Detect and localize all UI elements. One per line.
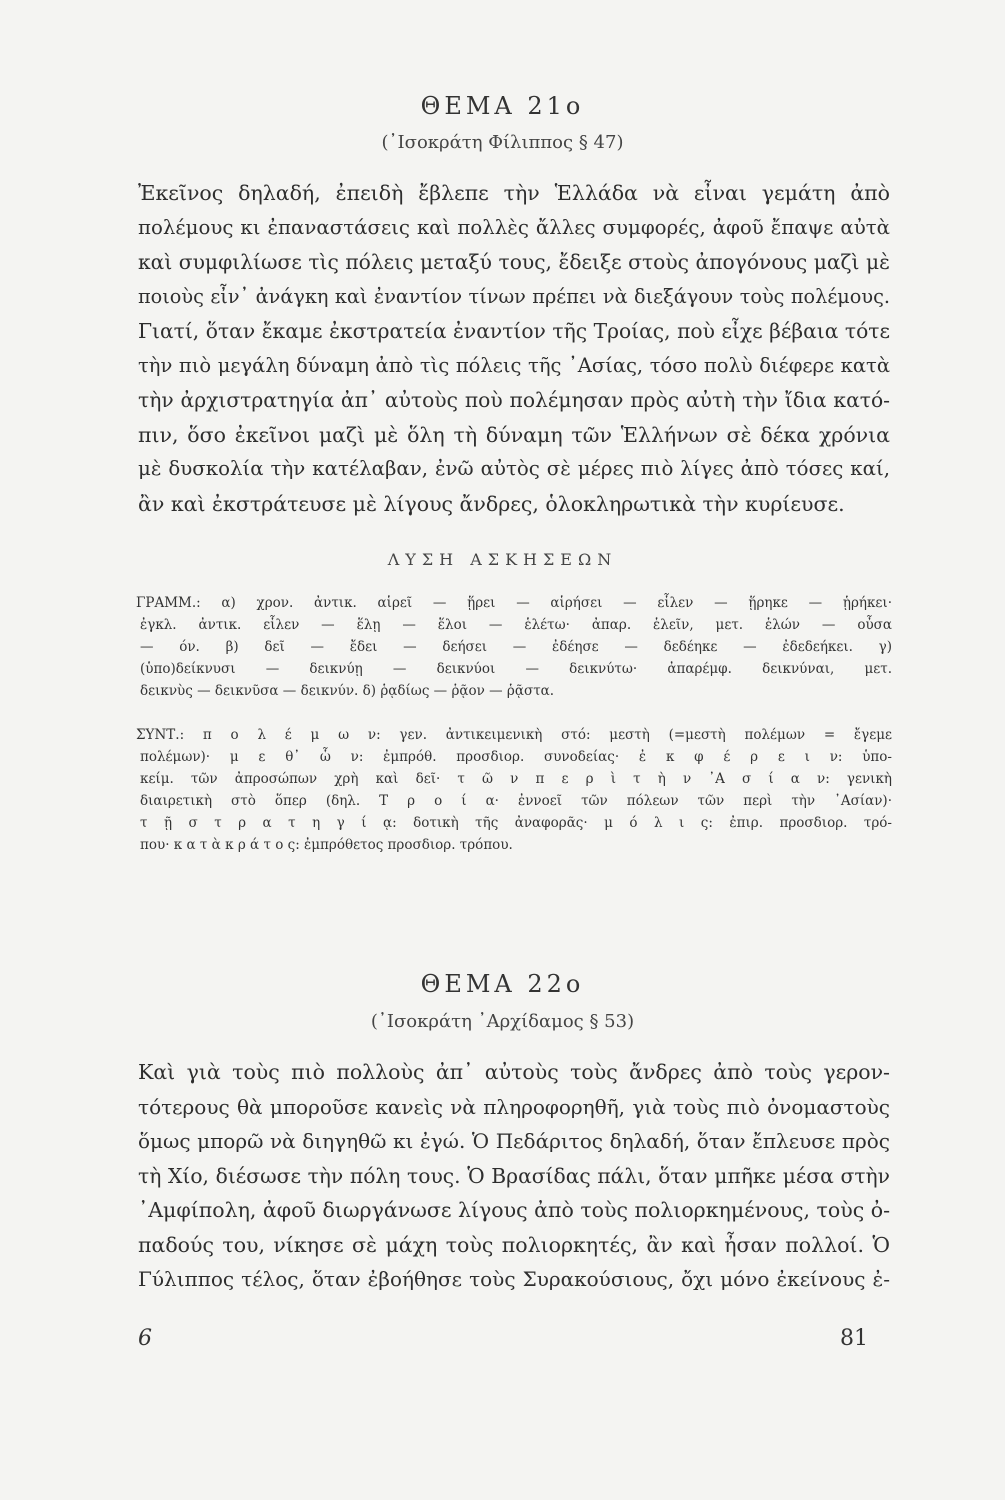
text-line: τὴ Χίο, διέσωσε τὴν πόλη τους. Ὁ Βρασίδας πάλι, ὅταν μπῆκε μέσα στὴν	[138, 1163, 890, 1188]
note-line: ΣΥΝΤ.: π ο λ έ μ ω ν: γεν. ἀντικειμενικὴ στό: μεστὴ (=μεστὴ πολέμων = ἔγεμε	[136, 727, 892, 743]
text-line: Καὶ γιὰ τοὺς πιὸ πολλοὺς ἀπ᾿ αὐτοὺς τοὺς ἄνδρες ἀπὸ τοὺς γερον-	[138, 1060, 890, 1084]
text-line: καὶ συμφιλίωσε τὶς πόλεις μεταξύ τους, ἔδειξε στοὺς ἀπογόνους μαζὶ μὲ	[138, 250, 890, 274]
note-line: δεικνὺς — δεικνῦσα — δεικνύν. δ) ῥᾳδίως — ῥᾷον — ῥᾷστα.	[140, 683, 555, 699]
note-line: — όν. β) δεῖ — ἔδει — δεήσει — ἐδέησε — δεδέηκε — ἐδεδεήκει. γ)	[140, 639, 892, 655]
text-line: πιν, ὅσο ἐκεῖνοι μαζὶ μὲ ὅλη τὴ δύναμη τῶν Ἑλλήνων σὲ δέκα χρόνια	[138, 422, 890, 447]
text-line: πολέμους κι ἐπαναστάσεις καὶ πολλὲς ἄλλες συμφορές, ἀφοῦ ἔπαψε αὐτὰ	[138, 215, 890, 239]
note-line: διαιρετικὴ στὸ ὅπερ (δηλ. Τ ρ ο ί α· ἐννοεῖ τῶν πόλεων τῶν περὶ τὴν ᾿Ασίαν)·	[140, 793, 892, 809]
note-line: τ ῇ σ τ ρ α τ η γ ί ᾳ: δοτικὴ τῆς ἀναφορᾶς· μ ό λ ι ς: ἐπιρ. προσδιορ. τρό-	[140, 815, 892, 831]
note-line: ΓΡΑΜΜ.: α) χρον. ἀντικ. αἱρεῖ — ᾕρει — αἱρήσει — εἷλεν — ᾕρηκε — ᾑρήκει·	[136, 595, 892, 611]
note-line: που· κ α τ ὰ κ ρ ά τ ο ς: ἐμπρόθετος προσδιορ. τρόπου.	[140, 837, 513, 853]
topic-21-title: ΘΕΜΑ 21ο	[420, 92, 585, 120]
text-line: ὅμως μπορῶ νὰ διηγηθῶ κι ἐγώ. Ὁ Πεδάριτος δηλαδή, ὅταν ἔπλευσε πρὸς	[138, 1129, 890, 1153]
note-line: πολέμων)· μ ε θ᾿ ὧ ν: ἐμπρόθ. προσδιορ. συνοδείας· ἐ κ φ έ ρ ε ι ν: ὑπο-	[140, 749, 892, 765]
text-line: μὲ δυσκολία τὴν κατέλαβαν, ἐνῶ αὐτὸς σὲ μέρες πιὸ λίγες ἀπὸ τόσες καί,	[138, 457, 890, 480]
text-line: ᾿Αμφίπολη, ἀφοῦ διωργάνωσε λίγους ἀπὸ τοὺς πολιορκημένους, τοὺς ὀ-	[138, 1198, 890, 1222]
grammar-notes	[136, 592, 892, 702]
topic-22-source: (᾿Ισοκράτη ᾿Αρχίδαμος § 53)	[370, 1011, 635, 1032]
text-line: παδούς του, νίκησε σὲ μάχη τοὺς πολιορκητές, ἂν καὶ ἦσαν πολλοί. Ὁ	[138, 1232, 890, 1257]
signature-mark: 6	[138, 1326, 152, 1351]
topic-22-text	[138, 1055, 890, 1297]
note-line: (ὑπο)δείκνυσι — δεικνύῃ — δεικνύοι — δεικνύτω· ἀπαρέμφ. δεικνύναι, μετ.	[140, 661, 892, 677]
text-line: Γύλιππος τέλος, ὅταν ἐβοήθησε τοὺς Συρακούσιους, ὄχι μόνο ἐκείνους ἐ-	[138, 1267, 890, 1291]
text-line: τότερους θὰ μποροῦσε κανεὶς νὰ πληροφορηθῆ, γιὰ τοὺς πιὸ ὀνομαστοὺς	[138, 1094, 890, 1119]
note-line: κείμ. τῶν ἀπροσώπων χρὴ καὶ δεῖ· τ ῶ ν π ε ρ ὶ τ ὴ ν ᾿Α σ ί α ν: γενικὴ	[140, 771, 892, 787]
text-line: ποιοὺς εἶν᾿ ἀνάγκη καὶ ἐναντίον τίνων πρέπει νὰ διεξάγουν τοὺς πολέμους.	[138, 284, 890, 308]
page-number: 81	[840, 1326, 868, 1351]
note-line: ἐγκλ. ἀντικ. εἷλεν — ἕλῃ — ἕλοι — ἑλέτω· ἀπαρ. ἑλεῖν, μετ. ἑλών — οὖσα	[140, 617, 892, 633]
solution-heading: ΛΥΣΗ ΑΣΚΗΣΕΩΝ	[387, 550, 618, 569]
topic-21-text	[138, 176, 890, 521]
topic-22-title: ΘΕΜΑ 22ο	[420, 970, 585, 998]
syntax-notes	[136, 724, 892, 856]
text-line: ἂν καὶ ἐκστράτευσε μὲ λίγους ἄνδρες, ὁλοκληρωτικὰ τὴν κυρίευσε.	[138, 491, 845, 516]
text-line: τὴν ἀρχιστρατηγία ἀπ᾿ αὐτοὺς ποὺ πολέμησαν πρὸς αὐτὴ τὴν ἴδια κατό-	[138, 388, 890, 412]
topic-21-source: (᾿Ισοκράτη Φίλιππος § 47)	[381, 132, 624, 153]
text-line: τὴν πιὸ μεγάλη δύναμη ἀπὸ τὶς πόλεις τῆς ᾿Ασίας, τόσο πολὺ διέφερε κατὰ	[138, 353, 890, 377]
text-line: Γιατί, ὅταν ἔκαμε ἐκστρατεία ἐναντίον τῆς Τροίας, ποὺ εἶχε βέβαια τότε	[138, 319, 890, 343]
text-line: Ἐκεῖνος δηλαδή, ἐπειδὴ ἔβλεπε τὴν Ἑλλάδα νὰ εἶναι γεμάτη ἀπὸ	[138, 181, 890, 205]
